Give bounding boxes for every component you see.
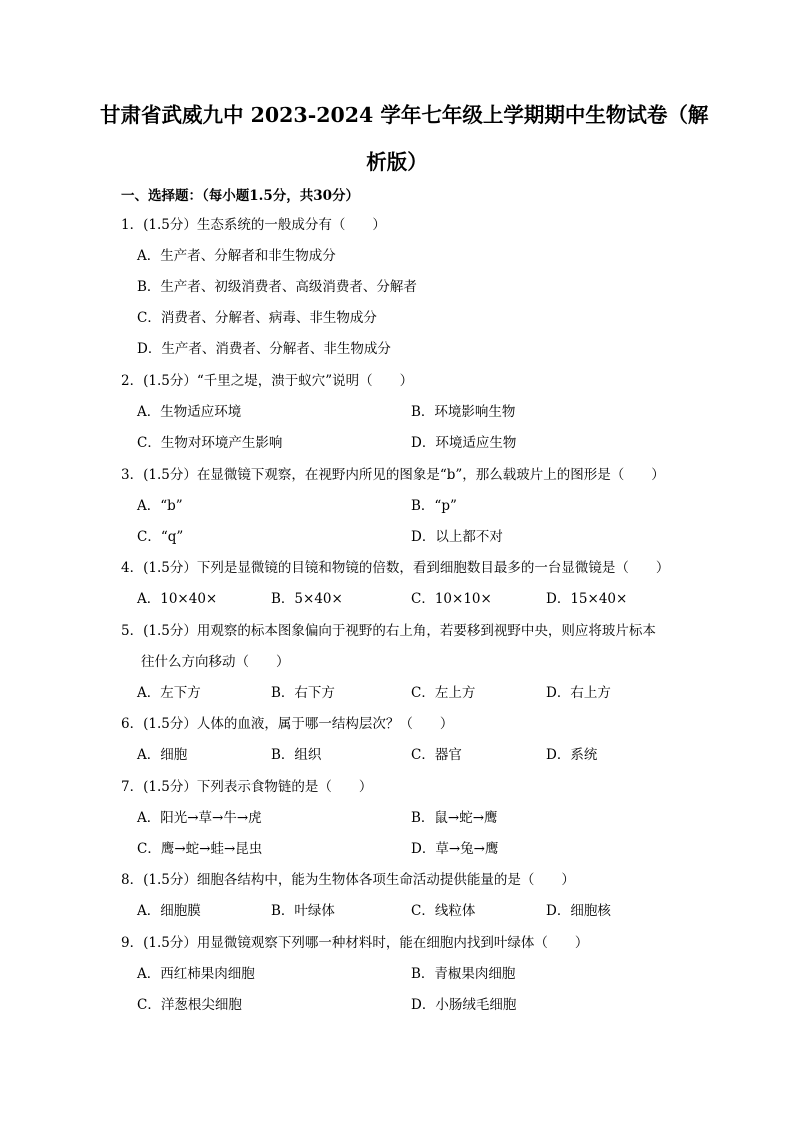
question-5	[121, 616, 681, 709]
question-stem-continued: 往什么方向移动（ ）	[141, 654, 290, 670]
option-a: A．西红柿果肉细胞	[137, 966, 255, 982]
option-d: D．右上方	[546, 685, 611, 701]
option-a: A．生产者、分解者和非生物成分	[137, 248, 336, 264]
option-d: D．生产者、消费者、分解者、非生物成分	[137, 341, 391, 357]
option-b: B．环境影响生物	[411, 404, 516, 420]
option-c: C．洋葱根尖细胞	[137, 997, 242, 1013]
option-c: C．“q”	[137, 529, 184, 545]
option-b: B．组织	[271, 747, 322, 763]
question-stem: 1．(1.5分）生态系统的一般成分有（ ）	[121, 217, 386, 233]
option-d: D．系统	[546, 747, 598, 763]
option-c: C．线粒体	[411, 903, 476, 919]
option-c: C．左上方	[411, 685, 476, 701]
question-stem: 8．(1.5分）细胞各结构中，能为生物体各项生命活动提供能量的是（ ）	[121, 872, 575, 888]
option-c: C．10×10×	[411, 591, 492, 607]
question-stem: 7．(1.5分）下列表示食物链的是（ ）	[121, 779, 373, 795]
option-b: B．“p”	[411, 498, 457, 514]
option-c: C．器官	[411, 747, 462, 763]
question-6	[121, 709, 681, 771]
title-line-2: 析版）	[366, 150, 428, 174]
option-a: A．生物适应环境	[137, 404, 242, 420]
option-d: D．草→兔→鹰	[411, 841, 499, 857]
option-a: A．细胞膜	[137, 903, 201, 919]
document-title	[100, 92, 709, 186]
option-d: D．小肠绒毛细胞	[411, 997, 517, 1013]
question-stem: 9．(1.5分）用显微镜观察下列哪一种材料时，能在细胞内找到叶绿体（ ）	[121, 935, 589, 951]
question-3	[121, 460, 681, 553]
question-8	[121, 865, 681, 927]
option-c: C．鹰→蛇→蛙→昆虫	[137, 841, 263, 857]
question-7	[121, 772, 681, 865]
option-c: C．消费者、分解者、病毒、非生物成分	[137, 310, 377, 326]
question-stem: 2．(1.5分）“千里之堤，溃于蚁穴”说明（ ）	[121, 373, 414, 389]
option-b: B．叶绿体	[271, 903, 335, 919]
option-b: B．右下方	[271, 685, 335, 701]
option-a: A．阳光→草→牛→虎	[137, 810, 262, 826]
question-1	[121, 210, 681, 365]
option-d: D．15×40×	[546, 591, 628, 607]
option-b: B．生产者、初级消费者、高级消费者、分解者	[137, 279, 417, 295]
option-a: A．10×40×	[137, 591, 218, 607]
option-d: D．以上都不对	[411, 529, 503, 545]
question-stem: 3．(1.5分）在显微镜下观察，在视野内所见的图象是“b”，那么载玻片上的图形是（ ）	[121, 467, 665, 483]
title-line-1: 甘肃省武威九中 2023-2024 学年七年级上学期期中生物试卷（解	[100, 103, 709, 127]
question-4	[121, 553, 681, 615]
question-stem: 4．(1.5分）下列是显微镜的目镜和物镜的倍数，看到细胞数目最多的一台显微镜是（ ）	[121, 560, 670, 576]
option-a: A．左下方	[137, 685, 201, 701]
option-d: D．细胞核	[546, 903, 611, 919]
question-stem: 5．(1.5分）用观察的标本图象偏向于视野的右上角，若要移到视野中央，则应将玻片标本	[121, 623, 656, 639]
section-heading: 一、选择题：（每小题1.5分，共30分）	[121, 188, 360, 204]
question-2	[121, 366, 681, 459]
question-stem: 6．(1.5分）人体的血液，属于哪一结构层次？（ ）	[121, 716, 454, 732]
option-b: B．鼠→蛇→鹰	[411, 810, 498, 826]
question-9	[121, 928, 681, 1021]
option-a: A．“b”	[137, 498, 183, 514]
option-a: A．细胞	[137, 747, 188, 763]
option-d: D．环境适应生物	[411, 435, 517, 451]
option-b: B．青椒果肉细胞	[411, 966, 516, 982]
option-c: C．生物对环境产生影响	[137, 435, 283, 451]
option-b: B．5×40×	[271, 591, 343, 607]
